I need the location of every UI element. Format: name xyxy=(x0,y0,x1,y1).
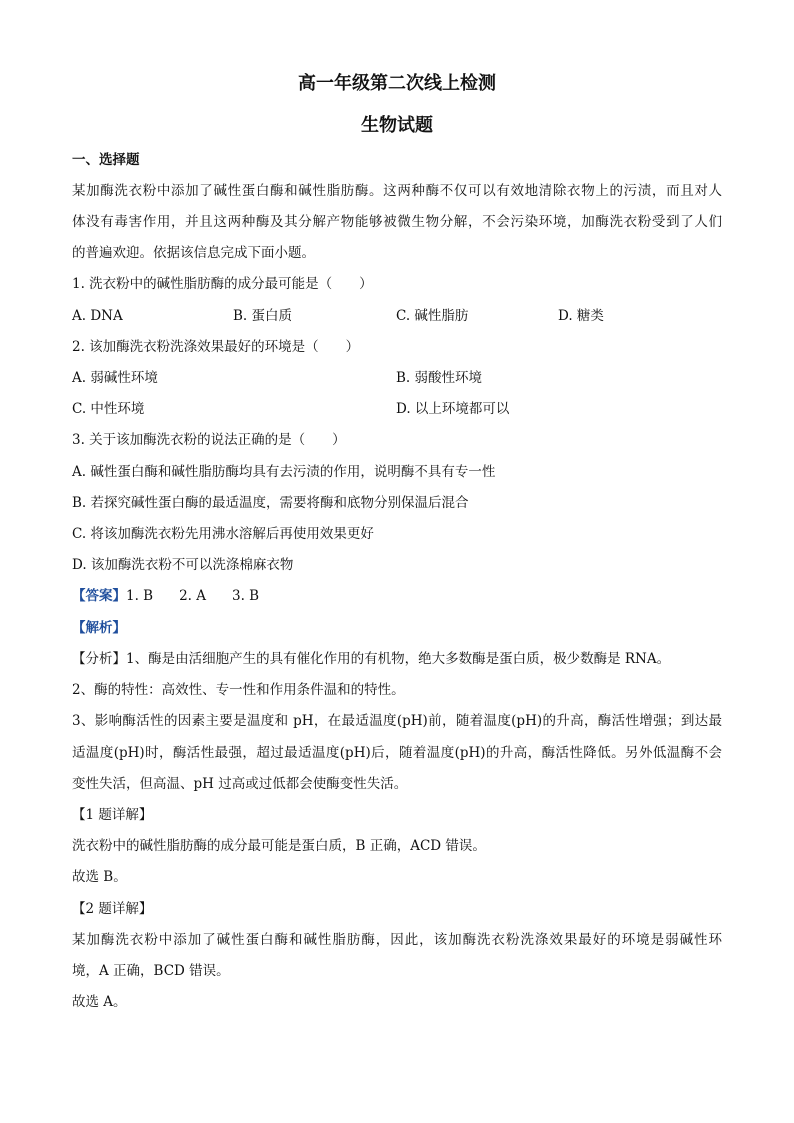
question-3-option-b: B. 若探究碱性蛋白酶的最适温度，需要将酶和底物分别保温后混合 xyxy=(72,495,469,511)
question-3-stem: 3. 关于该加酶洗衣粉的说法正确的是（ ） xyxy=(72,432,346,448)
answer-row xyxy=(72,586,259,606)
question-3-option-c: C. 将该加酶洗衣粉先用沸水溶解后再使用效果更好 xyxy=(72,526,374,542)
analysis-point-3-line-2: 适温度(pH)时，酶活性最强，超过最适温度(pH)后，随着温度(pH)的升高，酶活性降低。另外低温酶不会 xyxy=(72,745,722,761)
answer-item-3: 3. B xyxy=(232,588,260,604)
section-heading: 一、选择题 xyxy=(72,152,140,168)
question-1-option-a: A. DNA xyxy=(72,308,123,324)
detail-1-label: 【1 题详解】 xyxy=(72,807,153,823)
question-1-option-b: B. 蛋白质 xyxy=(233,308,293,324)
intro-line-2: 体没有毒害作用，并且这两种酶及其分解产物能够被微生物分解，不会污染环境，加酶洗衣粉受到了人们 xyxy=(72,214,722,230)
question-1-option-c: C. 碱性脂肪 xyxy=(396,308,469,324)
question-3-option-a: A. 碱性蛋白酶和碱性脂肪酶均具有去污渍的作用，说明酶不具有专一性 xyxy=(72,464,496,480)
detail-1-conclusion: 故选 B。 xyxy=(72,869,127,885)
analysis-point-3-line-1: 3、影响酶活性的因素主要是温度和 pH，在最适温度(pH)前，随着温度(pH)的升高，酶活性增强；到达最 xyxy=(72,713,722,729)
question-2-option-a: A. 弱碱性环境 xyxy=(72,370,158,386)
answer-item-2: 2. A xyxy=(179,588,207,604)
analysis-point-2: 2、酶的特性：高效性、专一性和作用条件温和的特性。 xyxy=(72,682,405,698)
page-subtitle: 生物试题 xyxy=(361,115,433,136)
question-2-option-d: D. 以上环境都可以 xyxy=(396,401,510,417)
detail-2-label: 【2 题详解】 xyxy=(72,901,153,917)
detail-2-text-line-2: 境，A 正确，BCD 错误。 xyxy=(72,963,230,979)
detail-2-conclusion: 故选 A。 xyxy=(72,994,127,1010)
fenxi-label: 【分析】 xyxy=(72,651,126,667)
page-title: 高一年级第二次线上检测 xyxy=(298,73,496,94)
question-2-option-c: C. 中性环境 xyxy=(72,401,145,417)
analysis-point-1 xyxy=(72,649,670,669)
question-1-option-d: D. 糖类 xyxy=(558,308,604,324)
question-3-option-d: D. 该加酶洗衣粉不可以洗涤棉麻衣物 xyxy=(72,557,294,573)
question-1-stem: 1. 洗衣粉中的碱性脂肪酶的成分最可能是（ ） xyxy=(72,276,373,292)
analysis-label: 【解析】 xyxy=(72,620,126,636)
intro-line-3: 的普遍欢迎。依据该信息完成下面小题。 xyxy=(72,245,315,261)
analysis-point-1-text: 1、酶是由活细胞产生的具有催化作用的有机物，绝大多数酶是蛋白质，极少数酶是 RNA。 xyxy=(126,651,671,667)
answer-label: 【答案】 xyxy=(72,588,126,604)
question-2-option-b: B. 弱酸性环境 xyxy=(396,370,483,386)
detail-1-text: 洗衣粉中的碱性脂肪酶的成分最可能是蛋白质，B 正确，ACD 错误。 xyxy=(72,838,486,854)
answer-item-1: 1. B xyxy=(126,588,154,604)
analysis-point-3-line-3: 变性失活，但高温、pH 过高或过低都会使酶变性失活。 xyxy=(72,776,408,792)
question-2-stem: 2. 该加酶洗衣粉洗涤效果最好的环境是（ ） xyxy=(72,339,360,355)
intro-line-1: 某加酶洗衣粉中添加了碱性蛋白酶和碱性脂肪酶。这两种酶不仅可以有效地清除衣物上的污渍，而且对人 xyxy=(72,183,722,199)
detail-2-text-line-1: 某加酶洗衣粉中添加了碱性蛋白酶和碱性脂肪酶，因此，该加酶洗衣粉洗涤效果最好的环境是弱碱性环 xyxy=(72,932,722,948)
